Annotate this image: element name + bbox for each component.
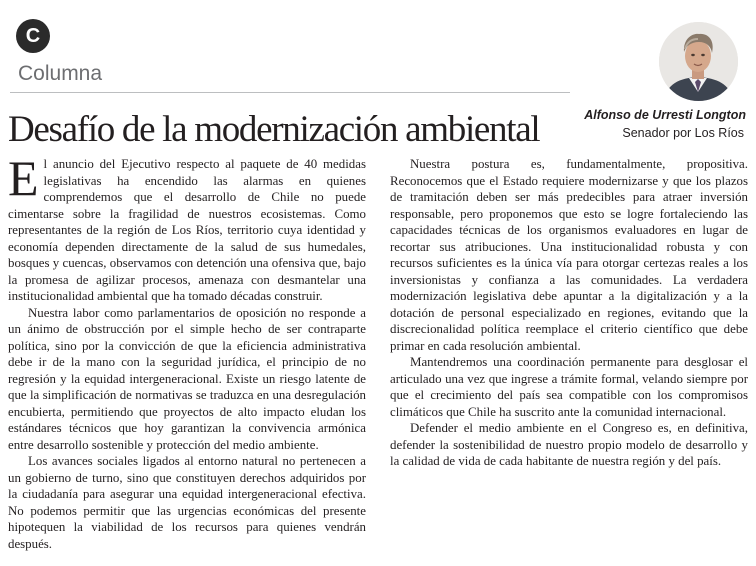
paragraph-text: l anuncio del Ejecutivo respecto al paquete de 40 medidas legislativas ha encendido las alarmas en quienes comprendemos que el desarrollo de Chile no puede cimentarse sobre la fragilidad de nuestros ecosistemas. Como representantes de la región de Los Ríos, territorio cuya identidad y economía dependen directamente de la salud de sus humedales, bosques y cuencas, observamos con detención una ofensiva que, bajo la promesa de agilizar procesos, amenaza con desmantelar una institucionalidad ambiental que ha tomado décadas construir.: [8, 157, 366, 303]
article-paragraph: Defender el medio ambiente en el Congreso es, en definitiva, defender la sostenibilidad de nuestro propio modelo de desarrollo y la calidad de vida de cada habitante de nuestra región y del país.: [390, 421, 748, 468]
header-divider: [10, 92, 570, 93]
article-paragraph: Nuestra postura es, fundamentalmente, propositiva. Reconocemos que el Estado requiere modernizarse y que los plazos de tramitación deben ser más predecibles para atraer inversión responsable, pero proponemos que esto se logre fortaleciendo las capacidades técnicas de los organismos evaluadores en lugar de recortar sus atribuciones. Una institucionalidad robusta y con recursos suficientes es la única vía para otorgar certezas reales a los inversionistas y confianza a las comunidades. La verdadera modernización legislativa debe apuntar a la digitalización y a la dotación de personal especializado en regiones, evitando que la discrecionalidad política reemplace el criterio científico que debe primar en cada resolución ambiental.: [390, 157, 748, 353]
article-paragraph: [8, 150, 366, 305]
article-title: Desafío de la modernización ambiental: [8, 109, 540, 150]
column-badge: [16, 19, 50, 53]
article-paragraph: Mantendremos una coordinación permanente para desglosar el articulado una vez que ingrese a trámite formal, velando siempre por que el crecimiento del país sea compatible con los compromisos climáticos que Chile ha suscrito ante la comunidad internacional.: [390, 355, 748, 419]
author-role: Senador por Los Ríos: [622, 126, 744, 140]
section-label: Columna: [18, 62, 103, 85]
article-paragraph: Los avances sociales ligados al entorno natural no pertenecen a un gobierno de turno, sino que constituyen derechos adquiridos por la ciudadanía para asegurar una equidad intergeneracional efectiva. No podemos permitir que las urgencias económicas del presente hipotequen la viabilidad de los recursos para quienes vendrán después.: [8, 454, 366, 551]
article-paragraph: Nuestra labor como parlamentarios de oposición no responde a un ánimo de obstrucción por el simple hecho de ser contraparte política, sino por la convicción de que la eficiencia administrativa debe ir de la mano con la seguridad jurídica, el principio de no regresión y la equidad intergeneracional. Existe un riesgo latente de que la simplificación de normativas se traduzca en una desregulación encubierta, permitiendo que proyectos de alto impacto eludan los estándares técnicos que hoy garantizan la convivencia armónica entre desarrollo sostenible y protección del medio ambiente.: [8, 305, 366, 452]
author-portrait-image: [659, 22, 738, 101]
article-body: [8, 150, 748, 566]
author-photo: [659, 22, 738, 101]
author-name: Alfonso de Urresti Longton: [584, 108, 746, 122]
column-badge-letter: C: [25, 24, 41, 47]
drop-cap: E: [8, 150, 39, 206]
